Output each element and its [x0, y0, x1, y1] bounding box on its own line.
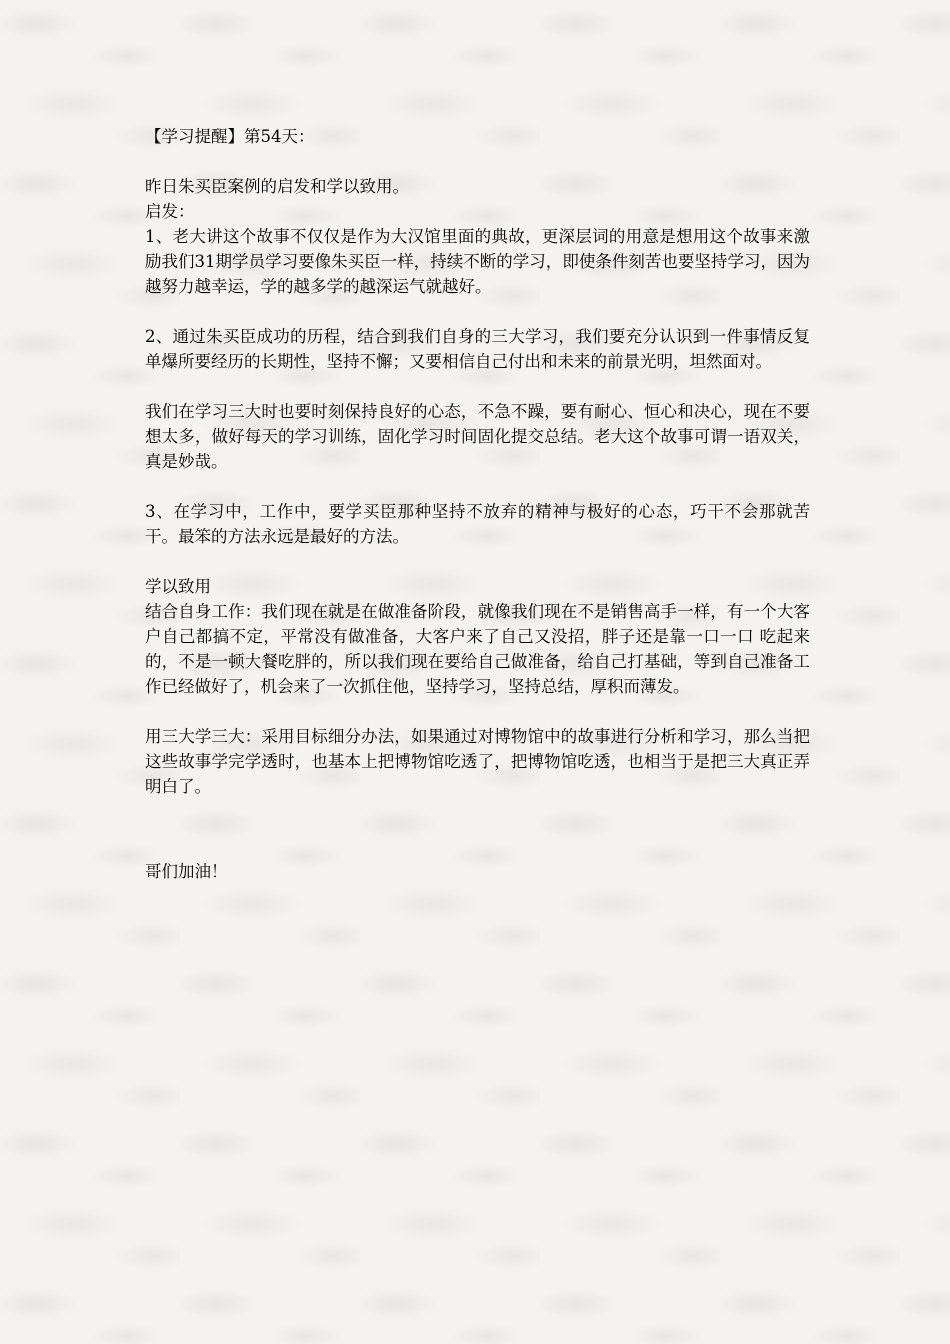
- spacer: [145, 699, 810, 724]
- spacer: [145, 474, 810, 499]
- point-2-continued: 我们在学习三大时也要时刻保持良好的心态，不急不躁，要有耐心、恒心和决心，现在不要想太多，做好每天的学习训练，固化学习时间固化提交总结。老大这个故事可谓一语双关，真是妙哉。: [145, 402, 810, 471]
- spacer: [145, 549, 810, 574]
- closing-line: 哥们加油！: [145, 862, 228, 881]
- application-study: 用三大学三大：采用目标细分办法，如果通过对博物馆中的故事进行分析和学习，那么当把这些故事学完学透时，也基本上把博物馆吃透了，把博物馆吃透，也相当于是把三大真正弄明白了。: [145, 727, 810, 796]
- point-1: 1、老大讲这个故事不仅仅是作为大汉馆里面的典故，更深层词的用意是想用这个故事来激励我们31期学员学习要像朱买臣一样，持续不断的学习，即使条件刻苦也要坚持学习，因为越努力越幸运，学的越多学的越深运气就越好。: [145, 227, 810, 296]
- point-2: 2、通过朱买臣成功的历程，结合到我们自身的三大学习，我们要充分认识到一件事情反复单爆所要经历的长期性，坚持不懈；又要相信自己付出和未来的前景光明，坦然面对。: [145, 327, 810, 371]
- spacer: [145, 299, 810, 324]
- intro-line: 昨日朱买臣案例的启发和学以致用。: [145, 177, 409, 196]
- spacer: [145, 799, 810, 859]
- spacer: [145, 374, 810, 399]
- document-title: 【学习提醒】第54天：: [145, 127, 315, 146]
- spacer: [145, 149, 810, 174]
- inspiration-heading: 启发：: [145, 202, 195, 221]
- application-work: 结合自身工作：我们现在就是在做准备阶段，就像我们现在不是销售高手一样，有一个大客户自己都搞不定，平常没有做准备，大客户来了自己又没招，胖子还是靠一口一口 吃起来的，不是一顿大餐吃胖的，所以我们现在要给自己做准备，给自己打基础，等到自己准备工作已经做好了，机会来了一次抓住他，坚持学习，坚持总结，厚积而薄发。: [145, 602, 810, 696]
- point-3: 3、在学习中，工作中，要学买臣那种坚持不放弃的精神与极好的心态，巧干不会那就苦干。最笨的方法永远是最好的方法。: [145, 502, 810, 546]
- document-body: [145, 124, 810, 884]
- application-heading: 学以致用: [145, 577, 211, 596]
